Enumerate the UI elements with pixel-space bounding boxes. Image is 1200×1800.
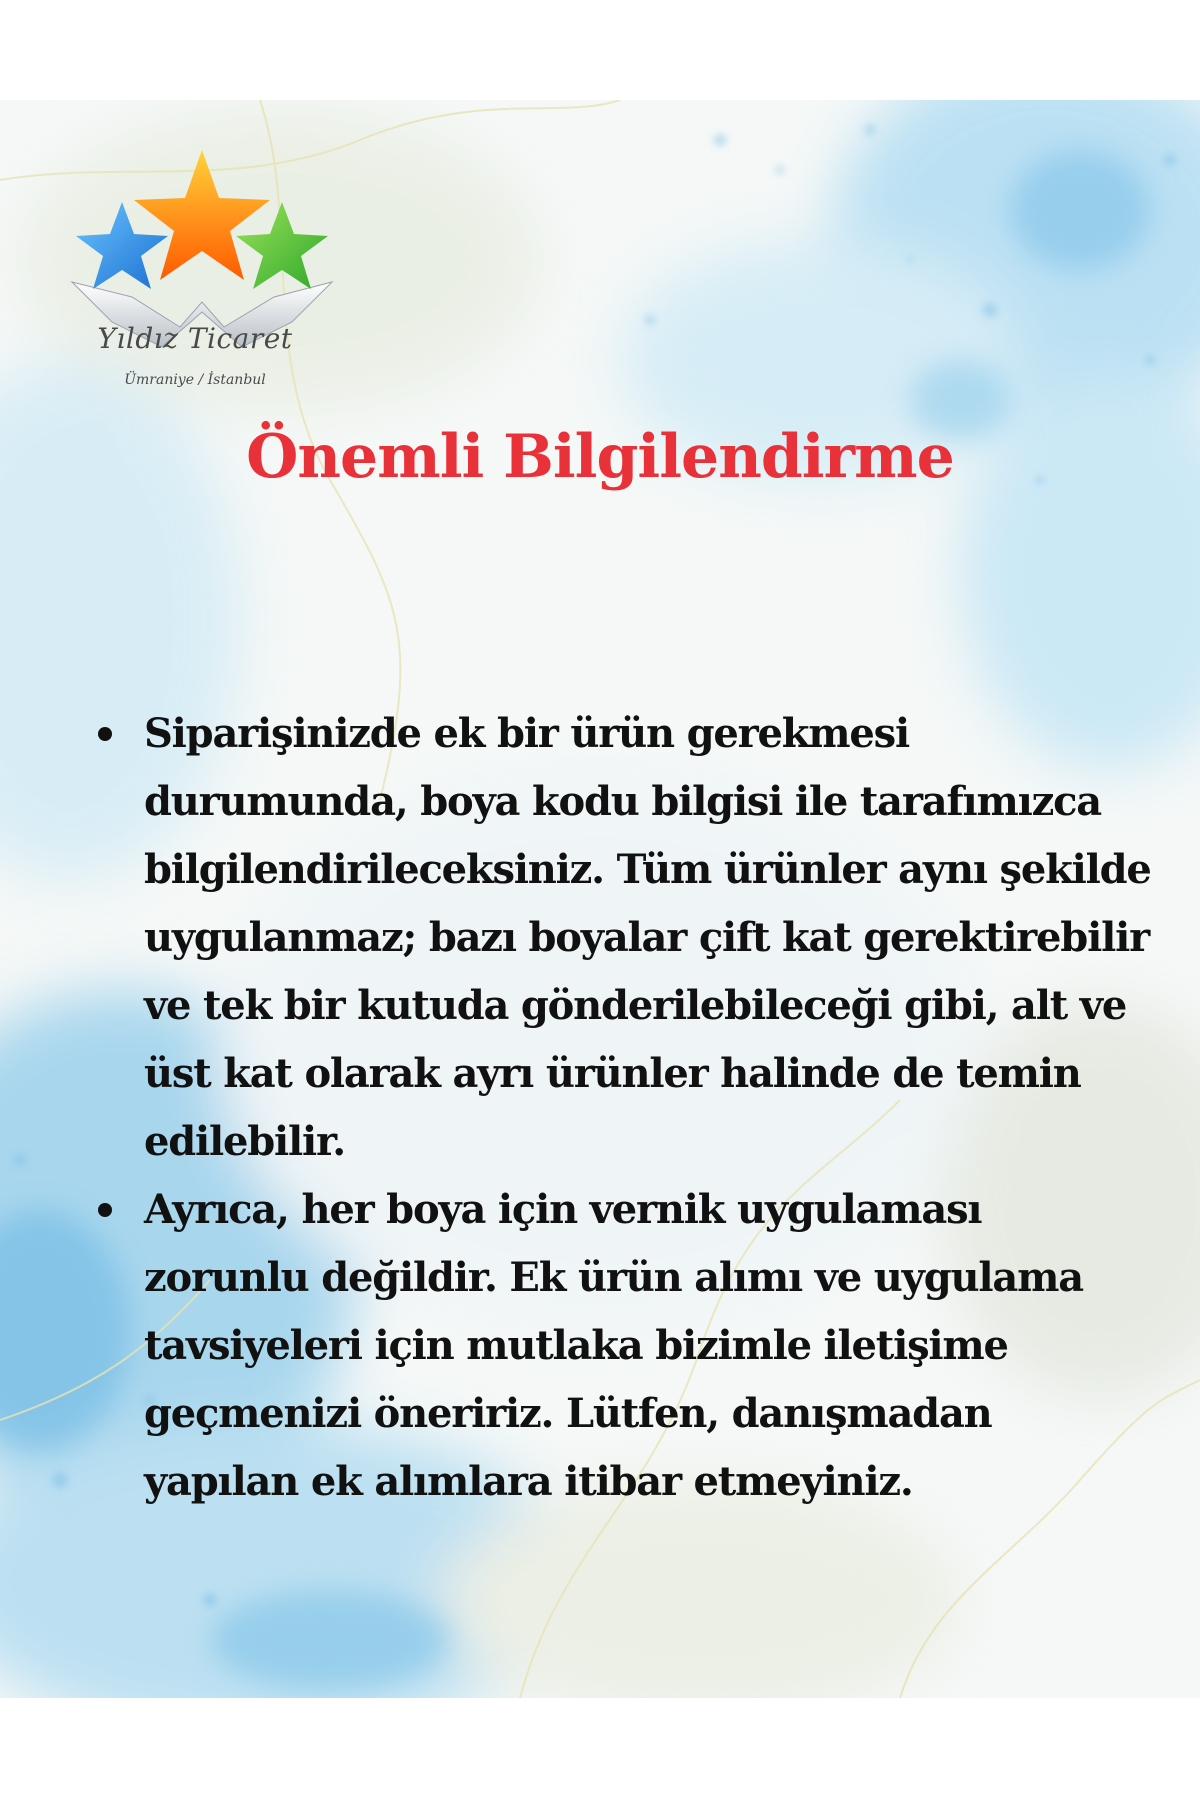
notice-sheet [0,100,1200,1698]
bullet-dot-icon [98,1203,112,1217]
bullet-item [144,1176,1154,1516]
bullet-item [144,700,1154,1176]
notice-bullet-list [144,700,1154,1516]
bullet-dot-icon [98,727,112,741]
three-stars-logo-icon [52,132,352,402]
brand-location: Ümraniye / İstanbul [124,372,266,388]
brand-name: Yıldız Ticaret [97,322,293,355]
bullet-text: Siparişinizde ek bir ürün gerekmesi durumunda, boya kodu bilgisi ile tarafımızca bilgilendirileceksiniz. Tüm ürünler aynı şekilde uygulanmaz; bazı boyalar çift kat gerektirebilir ve tek bir kutuda gönderilebileceği gibi, alt ve üst kat olarak ayrı ürünler halinde de temin edilebilir. [144,710,1151,1165]
page-title: Önemli Bilgilendirme [246,422,954,492]
bullet-text: Ayrıca, her boya için vernik uygulaması zorunlu değildir. Ek ürün alımı ve uygulama tavsiyeleri için mutlaka bizimle iletişime geçmenizi öneririz. Lütfen, danışmadan yapılan ek alımlara itibar etmeyiniz. [144,1186,1083,1505]
